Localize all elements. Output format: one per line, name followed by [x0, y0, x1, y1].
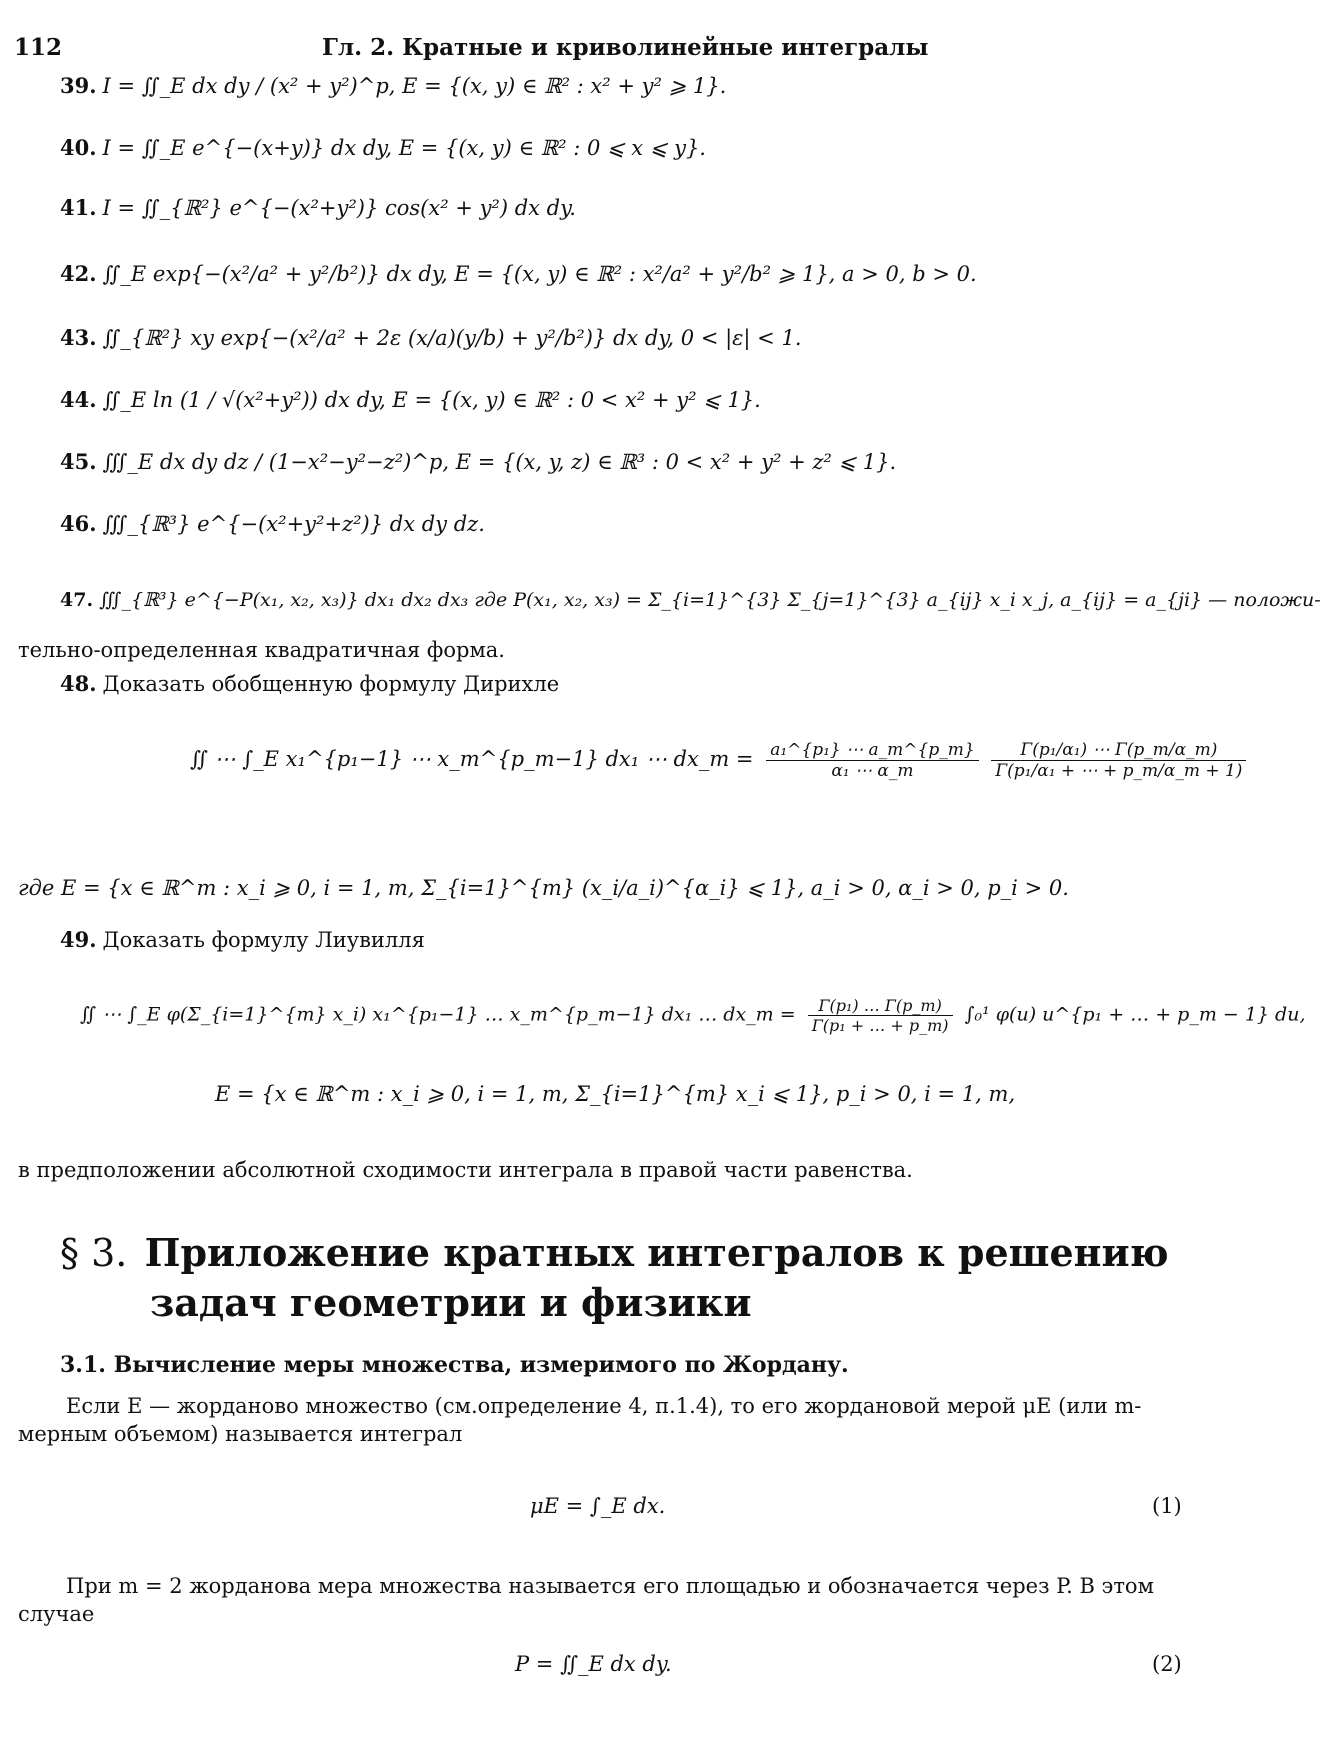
section-title-line1: Приложение кратных интегралов к решению: [144, 1230, 1169, 1275]
dirichlet-lhs: ∬ ⋯ ∫_E x₁^{p₁−1} ⋯ x_m^{p_m−1} dx₁ ⋯ dx_m =: [190, 747, 754, 771]
continuation-text: тельно-определенная квадратичная форма.: [18, 638, 505, 662]
paragraph-jordan-measure: Если E — жорданово множество (см.определение 4, п.1.4), то его жордановой мерой μE (или m-мерным объемом) называется интеграл: [18, 1394, 1142, 1447]
liouville-formula: [80, 996, 1306, 1035]
problem-number: 41.: [60, 195, 97, 220]
problem-formula: ∬_{ℝ²} xy exp{−(x²/a² + 2ε (x/a)(y/b) + y²/b²)} dx dy, 0 < |ε| < 1.: [102, 326, 802, 350]
problem-42: [60, 262, 977, 286]
problem-formula: ∭_E dx dy dz / (1−x²−y²−z²)^p, E = {(x, y, z) ∈ ℝ³ : 0 < x² + y² + z² ⩽ 1}.: [102, 450, 897, 474]
liouville-remark: в предположении абсолютной сходимости интеграла в правой части равенства.: [18, 1158, 913, 1182]
problem-number: 45.: [60, 449, 97, 474]
section-title-line2: задач геометрии и физики: [150, 1280, 752, 1326]
problem-number: 46.: [60, 511, 97, 536]
problem-46: [60, 512, 485, 536]
problem-48: [60, 672, 559, 696]
problem-formula: I = ∬_{ℝ²} e^{−(x²+y²)} cos(x² + y²) dx dy.: [102, 196, 576, 220]
page-number: 112: [14, 34, 63, 61]
problem-formula: ∭_{ℝ³} e^{−(x²+y²+z²)} dx dy dz.: [102, 512, 485, 536]
running-header: Гл. 2. Кратные и криволинейные интегралы: [322, 34, 929, 61]
gamma-numerator: Γ(p₁/α₁) ⋯ Γ(p_m/α_m): [991, 740, 1246, 761]
equation-number-2: (2): [1152, 1652, 1182, 1676]
problem-formula: ∭_{ℝ³} e^{−P(x₁, x₂, x₃)} dx₁ dx₂ dx₃ где P(x₁, x₂, x₃) = Σ_{i=1}^{3} Σ_{j=1}^{3} a_{ij} x_i x_j, a_{ij} = a_{ji} — положи-: [99, 589, 1321, 611]
gamma-fraction: [991, 740, 1246, 781]
fraction-denominator: Γ(p₁ + … + p_m): [811, 1016, 949, 1035]
paragraph-area: При m = 2 жорданова мера множества называется его площадью и обозначается через P. В этом случае: [18, 1574, 1154, 1627]
dirichlet-fraction: [766, 740, 978, 781]
problem-text: Доказать обобщенную формулу Дирихле: [102, 672, 560, 696]
problem-number: 43.: [60, 325, 97, 350]
problem-formula: ∬_E exp{−(x²/a² + y²/b²)} dx dy, E = {(x, y) ∈ ℝ² : x²/a² + y²/b² ⩾ 1}, a > 0, b > 0.: [102, 262, 977, 286]
problem-43: [60, 326, 802, 350]
liouville-set: E = {x ∈ ℝ^m : x_i ⩾ 0, i = 1, m, Σ_{i=1}^{m} x_i ⩽ 1}, p_i > 0, i = 1, m,: [215, 1082, 1016, 1106]
problem-number: 49.: [60, 927, 97, 952]
problem-47-continuation: [18, 638, 505, 662]
problem-number: 40.: [60, 135, 97, 160]
subsection-heading: 3.1. Вычисление меры множества, измеримого по Жордану.: [60, 1352, 849, 1378]
dirichlet-formula: [190, 740, 1246, 781]
problem-formula: ∬_E ln (1 / √(x²+y²)) dx dy, E = {(x, y) ∈ ℝ² : 0 < x² + y² ⩽ 1}.: [102, 388, 761, 412]
fraction-numerator: Γ(p₁) … Γ(p_m): [808, 996, 953, 1016]
problem-45: [60, 450, 896, 474]
problem-44: [60, 388, 761, 412]
section-symbol: § 3.: [60, 1231, 128, 1275]
fraction-denominator: α₁ ⋯ α_m: [831, 761, 914, 781]
problem-number: 48.: [60, 671, 97, 696]
equation-1: μE = ∫_E dx.: [530, 1494, 666, 1518]
problem-formula: I = ∬_E e^{−(x+y)} dx dy, E = {(x, y) ∈ ℝ² : 0 ⩽ x ⩽ y}.: [102, 136, 706, 160]
section-heading: [60, 1228, 1169, 1328]
liouville-rhs: ∫₀¹ φ(u) u^{p₁ + … + p_m − 1} du,: [964, 1003, 1306, 1026]
equation-number-1: (1): [1152, 1494, 1182, 1518]
problem-39: [60, 74, 726, 98]
equation-2: P = ∬_E dx dy.: [515, 1652, 672, 1676]
problem-41: [60, 196, 576, 220]
problem-formula: I = ∬_E dx dy / (x² + y²)^p, E = {(x, y) ∈ ℝ² : x² + y² ⩾ 1}.: [102, 74, 727, 98]
problem-text: Доказать формулу Лиувилля: [102, 928, 425, 952]
problem-49: [60, 928, 425, 952]
problem-number: 44.: [60, 387, 97, 412]
problem-40: [60, 136, 706, 160]
problem-47: [60, 590, 1321, 612]
problem-number: 47.: [60, 589, 94, 611]
gamma-denominator: Γ(p₁/α₁ + ⋯ + p_m/α_m + 1): [995, 761, 1243, 781]
fraction-numerator: a₁^{p₁} ⋯ a_m^{p_m}: [766, 740, 978, 761]
liouville-lhs: ∬ ⋯ ∫_E φ(Σ_{i=1}^{m} x_i) x₁^{p₁−1} … x_m^{p_m−1} dx₁ … dx_m =: [80, 1003, 796, 1026]
problem-number: 39.: [60, 73, 97, 98]
problem-number: 42.: [60, 261, 97, 286]
dirichlet-set: где E = {x ∈ ℝ^m : x_i ⩾ 0, i = 1, m, Σ_{i=1}^{m} (x_i/a_i)^{α_i} ⩽ 1}, a_i > 0, α_i > 0, p_i > 0.: [18, 876, 1069, 900]
liouville-fraction: [808, 996, 953, 1035]
